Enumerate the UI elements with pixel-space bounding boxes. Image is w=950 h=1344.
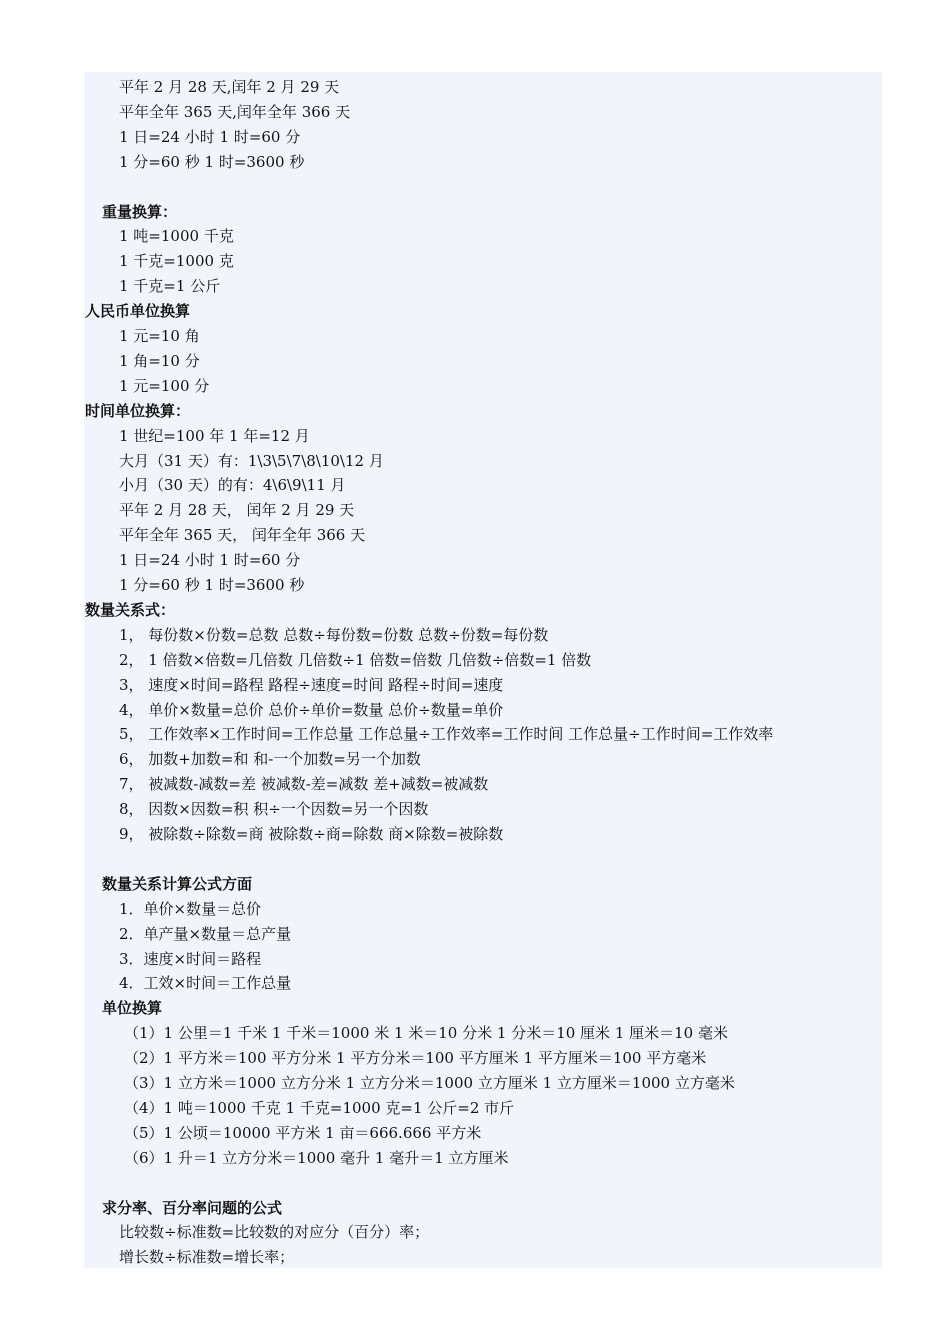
text-line: 1 吨=1000 千克 [119, 227, 234, 246]
text-line: 小月（30 天）的有：4\6\9\11 月 [119, 476, 346, 495]
text-line: 大月（31 天）有：1\3\5\7\8\10\12 月 [119, 451, 384, 470]
text-line: （3）1 立方米＝1000 立方分米 1 立方分米＝1000 立方厘米 1 立方厘米＝1000 立方毫米 [124, 1074, 735, 1092]
text-line: （2）1 平方米＝100 平方分米 1 平方分米＝100 平方厘米 1 平方厘米＝100 平方毫米 [124, 1049, 707, 1068]
section-heading: 人民币单位换算 [85, 302, 191, 321]
text-line: 平年 2 月 28 天,闰年 2 月 29 天 [119, 78, 340, 96]
text-line: 7， 被减数-减数=差 被减数-差=减数 差+减数=被减数 [119, 775, 489, 794]
text-line: 1 元=10 角 [119, 327, 200, 345]
section-heading: 单位换算 [102, 999, 163, 1018]
text-line: 1 千克=1000 克 [119, 252, 234, 271]
text-line: 平年全年 365 天,闰年全年 366 天 [119, 102, 351, 121]
section-heading: 数量关系式： [85, 600, 176, 619]
text-line: 1．单价×数量＝总价 [119, 899, 262, 918]
text-line: 2．单产量×数量＝总产量 [119, 924, 292, 943]
section-heading: 时间单位换算： [85, 401, 191, 420]
text-line: 6， 加数+加数=和 和-一个加数=另一个加数 [119, 750, 421, 769]
text-line: 4， 单价×数量=总价 总价÷单价=数量 总价÷数量=单价 [119, 700, 504, 719]
text-line: 比较数÷标准数=比较数的对应分（百分）率； [119, 1223, 430, 1242]
text-line: （5）1 公顷＝10000 平方米 1 亩＝666.666 平方米 [124, 1123, 482, 1142]
text-line: 3， 速度×时间=路程 路程÷速度=时间 路程÷时间=速度 [119, 675, 504, 694]
text-line: 1 千克=1 公斤 [119, 277, 221, 296]
text-line: 1 元=100 分 [119, 376, 210, 395]
section-heading: 数量关系计算公式方面 [102, 874, 253, 893]
text-line: 1 世纪=100 年 1 年=12 月 [119, 426, 310, 445]
text-line: 9， 被除数÷除数=商 被除数÷商=除数 商×除数=被除数 [119, 825, 504, 843]
text-line: 1 角=10 分 [119, 351, 200, 370]
text-line: 1 分=60 秒 1 时=3600 秒 [119, 576, 305, 594]
text-line: 2， 1 倍数×倍数=几倍数 几倍数÷1 倍数=倍数 几倍数÷倍数=1 倍数 [119, 650, 592, 669]
section-heading: 求分率、百分率问题的公式 [102, 1198, 283, 1217]
text-line: 1 分=60 秒 1 时=3600 秒 [119, 152, 305, 171]
text-line: 平年 2 月 28 天， 闰年 2 月 29 天 [119, 501, 355, 520]
text-line: 3．速度×时间＝路程 [119, 949, 262, 968]
text-line: 1 日=24 小时 1 时=60 分 [119, 551, 301, 570]
text-line: （6）1 升＝1 立方分米＝1000 毫升 1 毫升＝1 立方厘米 [124, 1148, 509, 1167]
section-heading: 重量换算： [102, 202, 178, 221]
text-line: 4．工效×时间＝工作总量 [119, 974, 292, 993]
text-line: 1 日=24 小时 1 时=60 分 [119, 127, 301, 146]
text-line: （1）1 公里＝1 千米 1 千米＝1000 米 1 米＝10 分米 1 分米＝10 厘米 1 厘米＝10 毫米 [124, 1024, 728, 1043]
text-line: 8， 因数×因数=积 积÷一个因数=另一个因数 [119, 800, 429, 819]
text-line: 平年全年 365 天， 闰年全年 366 天 [119, 526, 366, 545]
text-line: 1， 每份数×份数=总数 总数÷每份数=份数 总数÷份数=每份数 [119, 625, 549, 644]
text-line: 5， 工作效率×工作时间=工作总量 工作总量÷工作效率=工作时间 工作总量÷工作时间=工作效率 [119, 725, 774, 744]
text-line: 增长数÷标准数=增长率； [119, 1248, 295, 1267]
text-line: （4）1 吨＝1000 千克 1 千克=1000 克=1 公斤=2 市斤 [124, 1098, 515, 1117]
